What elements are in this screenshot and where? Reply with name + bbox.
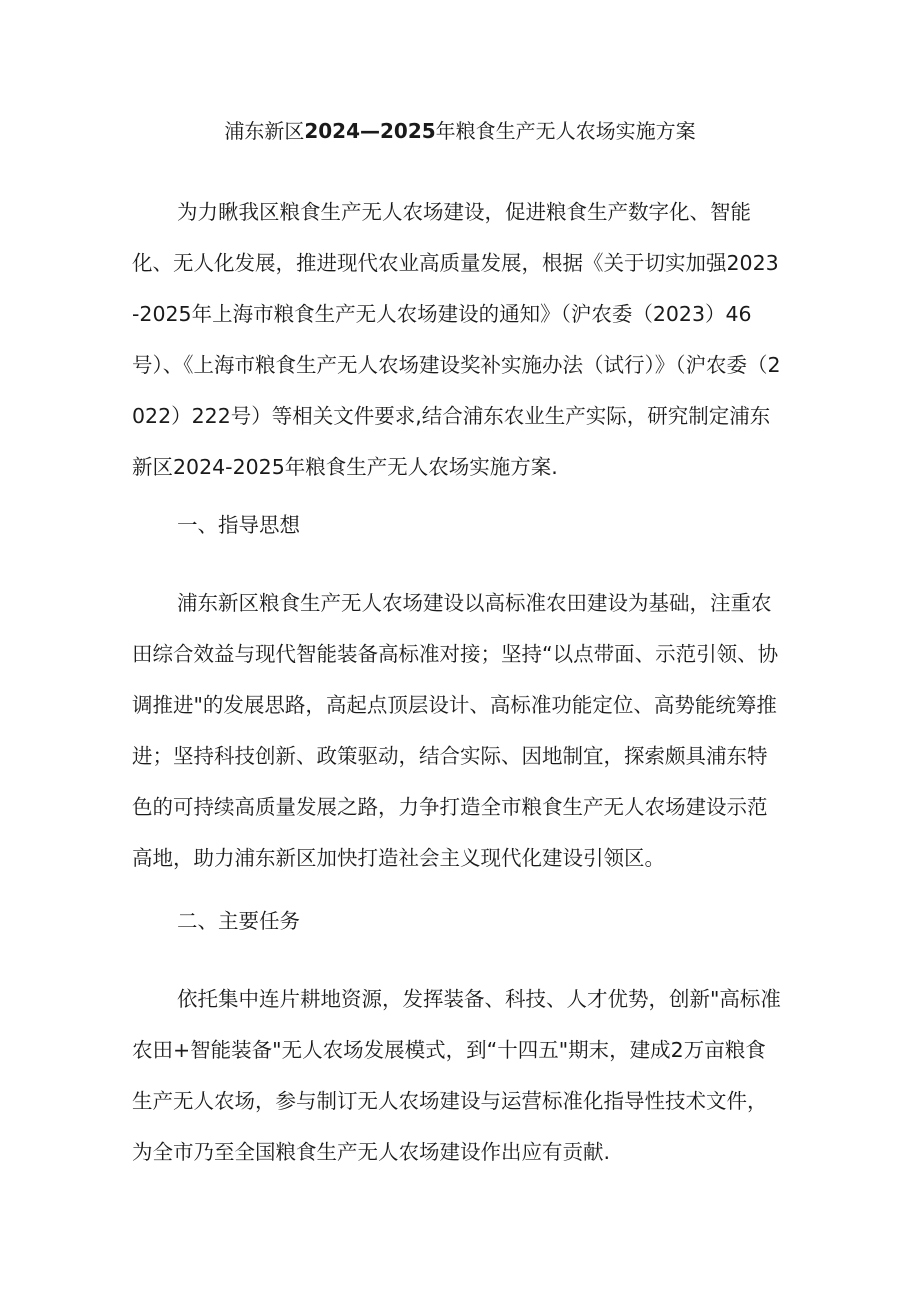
section-body-guiding-ideology: 浦东新区粮食生产无人农场建设以高标准农田建设为基础，注重农田综合效益与现代智能装备高标准对接；坚持“以点带面、示范引领、协调推进"的发展思路，高起点顶层设计、高标准功能定位、高势能统筹推进；坚持科技创新、政策驱动，结合实际、因地制宜，探索颇具浦东特色的可持续高质量发展之路，力争打造全市粮食生产无人农场建设示范高地，助力浦东新区加快打造社会主义现代化建设引领区。 (132, 591, 779, 870)
title-years: 2024—2025 (304, 119, 436, 143)
intro-paragraph: 为力瞅我区粮食生产无人农场建设，促进粮食生产数字化、智能化、无人化发展，推进现代农业高质量发展，根据《关于切实加强2023-2025年上海市粮食生产无人农场建设的通知》（沪农委（2023）46号）、《上海市粮食生产无人农场建设奖补实施办法（试行）》（沪农委（2022）222号）等相关文件要求,结合浦东农业生产实际，研究制定浦东新区2024-2025年粮食生产无人农场实施方案. (132, 200, 781, 479)
section-heading-guiding-ideology: 一、指导思想 (177, 513, 300, 537)
section-body-main-tasks: 依托集中连片耕地资源，发挥装备、科技、人才优势，创新"高标准农田+智能装备"无人农场发展模式，到“十四五"期末，建成2万亩粮食生产无人农场，参与制订无人农场建设与运营标准化指导性技术文件，为全市乃至全国粮食生产无人农场建设作出应有贡献. (132, 987, 781, 1164)
title-prefix: 浦东新区 (224, 119, 305, 143)
document-title (0, 116, 920, 146)
title-suffix: 年粮食生产无人农场实施方案 (435, 119, 696, 143)
section-heading-main-tasks: 二、主要任务 (177, 909, 300, 933)
